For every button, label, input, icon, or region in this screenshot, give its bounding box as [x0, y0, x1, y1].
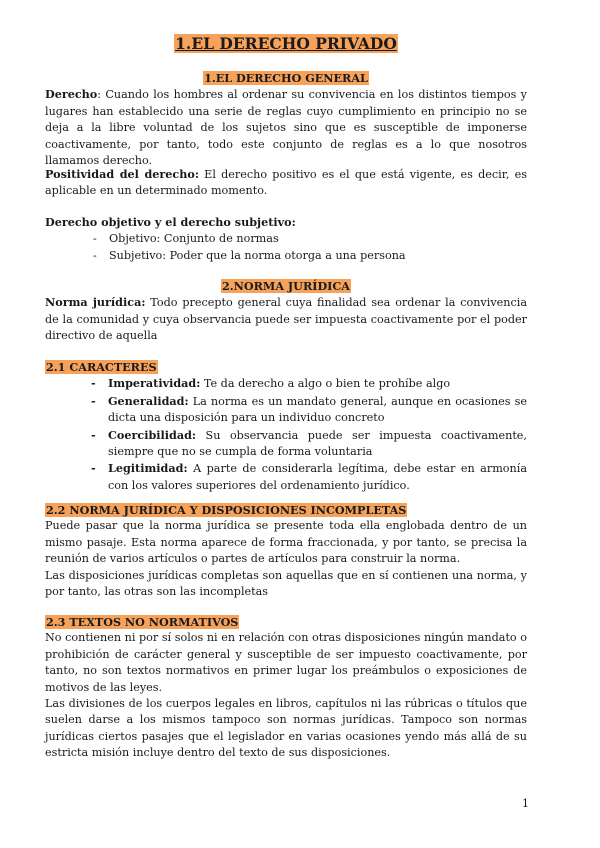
section-textos-no-normativos — [45, 614, 527, 762]
document-title: 1.EL DERECHO PRIVADO — [175, 34, 397, 53]
section-heading: 2.NORMA JURÍDICA — [221, 279, 350, 293]
list-item: - Subjetivo: Poder que la norma otorga a una persona — [93, 248, 527, 264]
objetivo-subjetivo-list — [45, 231, 527, 264]
section-heading: 1.EL DERECHO GENERAL — [204, 71, 368, 85]
section-disposiciones-incompletas — [45, 502, 527, 600]
paragraph: Las divisiones de los cuerpos legales en libros, capítulos ni las rúbricas o títulos que suelen darse a los mismos tampoco son normas jurídicas. Tampoco son normas jurídicas ciertos pasajes que el legislador en varias ocasiones yendo más allá de su estricta misión incluye dentro del texto de sus disposiciones. — [45, 697, 527, 760]
paragraph: Las disposiciones jurídicas completas son aquellas que en sí contienen una norma, y por tanto, las otras son las incompletas — [45, 568, 527, 599]
section-heading: 2.2 NORMA JURÍDICA Y DISPOSICIONES INCOMPLETAS — [46, 503, 407, 517]
objetivo-subjetivo-block: Derecho objetivo y el derecho subjetivo: - Objetivo: Conjunto de normas - Subjetivo: Poder que la norma otorga a una persona — [45, 214, 527, 264]
paragraph-norma: Norma jurídica: Todo precepto general cuya finalidad sea ordenar la convivencia de la comunidad y cuya observancia puede ser impuesta coactivamente por el poder directivo de aquella — [45, 295, 527, 343]
paragraph: Puede pasar que la norma jurídica se presente toda ella englobada dentro de un mismo pasaje. Esta norma aparece de forma fraccionada, y por tanto, se precisa la reunión de varios artículos o partes de artículos para construir la norma. — [45, 519, 527, 566]
paragraph-positividad: Positividad del derecho: El derecho positivo es el que está vigente, es decir, es aplicable en un determinado momento. — [45, 167, 527, 198]
paragraph-derecho: Derecho: Cuando los hombres al ordenar su convivencia en los distintos tiempos y lugares han establecido una serie de reglas cuyo cumplimiento en principio no se deja a la libre voluntad de los sujetos sino que es susceptible de imponerse coactivamente, por tanto, todo este conjunto de reglas es a lo que nosotros llamamos derecho. — [45, 87, 527, 168]
section-caracteres — [45, 359, 527, 494]
list-item: - Imperatividad: Te da derecho a algo o bien te prohíbe algo — [91, 375, 527, 392]
page-number: 1 — [522, 797, 529, 810]
caracteres-list — [45, 375, 527, 494]
list-item: - Coercibilidad: Su observancia puede ser impuesta coactivamente, siempre que no se cumpla de forma voluntaria — [91, 427, 527, 461]
list-item: - Objetivo: Conjunto de normas — [93, 231, 527, 247]
section-heading: 2.1 CARACTERES — [46, 360, 157, 374]
section-derecho-general — [45, 70, 527, 169]
paragraph: No contienen ni por sí solos ni en relación con otras disposiciones ningún mandato o prohibición de carácter general y susceptible de ser impuesto coactivamente, por tanto, no son textos normativos en primer lugar los preámbulos o exposiciones de motivos de las leyes. — [45, 631, 527, 694]
list-item: - Legitimidad: A parte de considerarla legítima, debe estar en armonía con los valores superiores del ordenamiento jurídico. — [91, 460, 527, 494]
list-item: - Generalidad: La norma es un mandato general, aunque en ocasiones se dicta una disposición para un individuo concreto — [91, 393, 527, 427]
section-heading: 2.3 TEXTOS NO NORMATIVOS — [46, 615, 239, 629]
section-norma-juridica — [45, 278, 527, 345]
